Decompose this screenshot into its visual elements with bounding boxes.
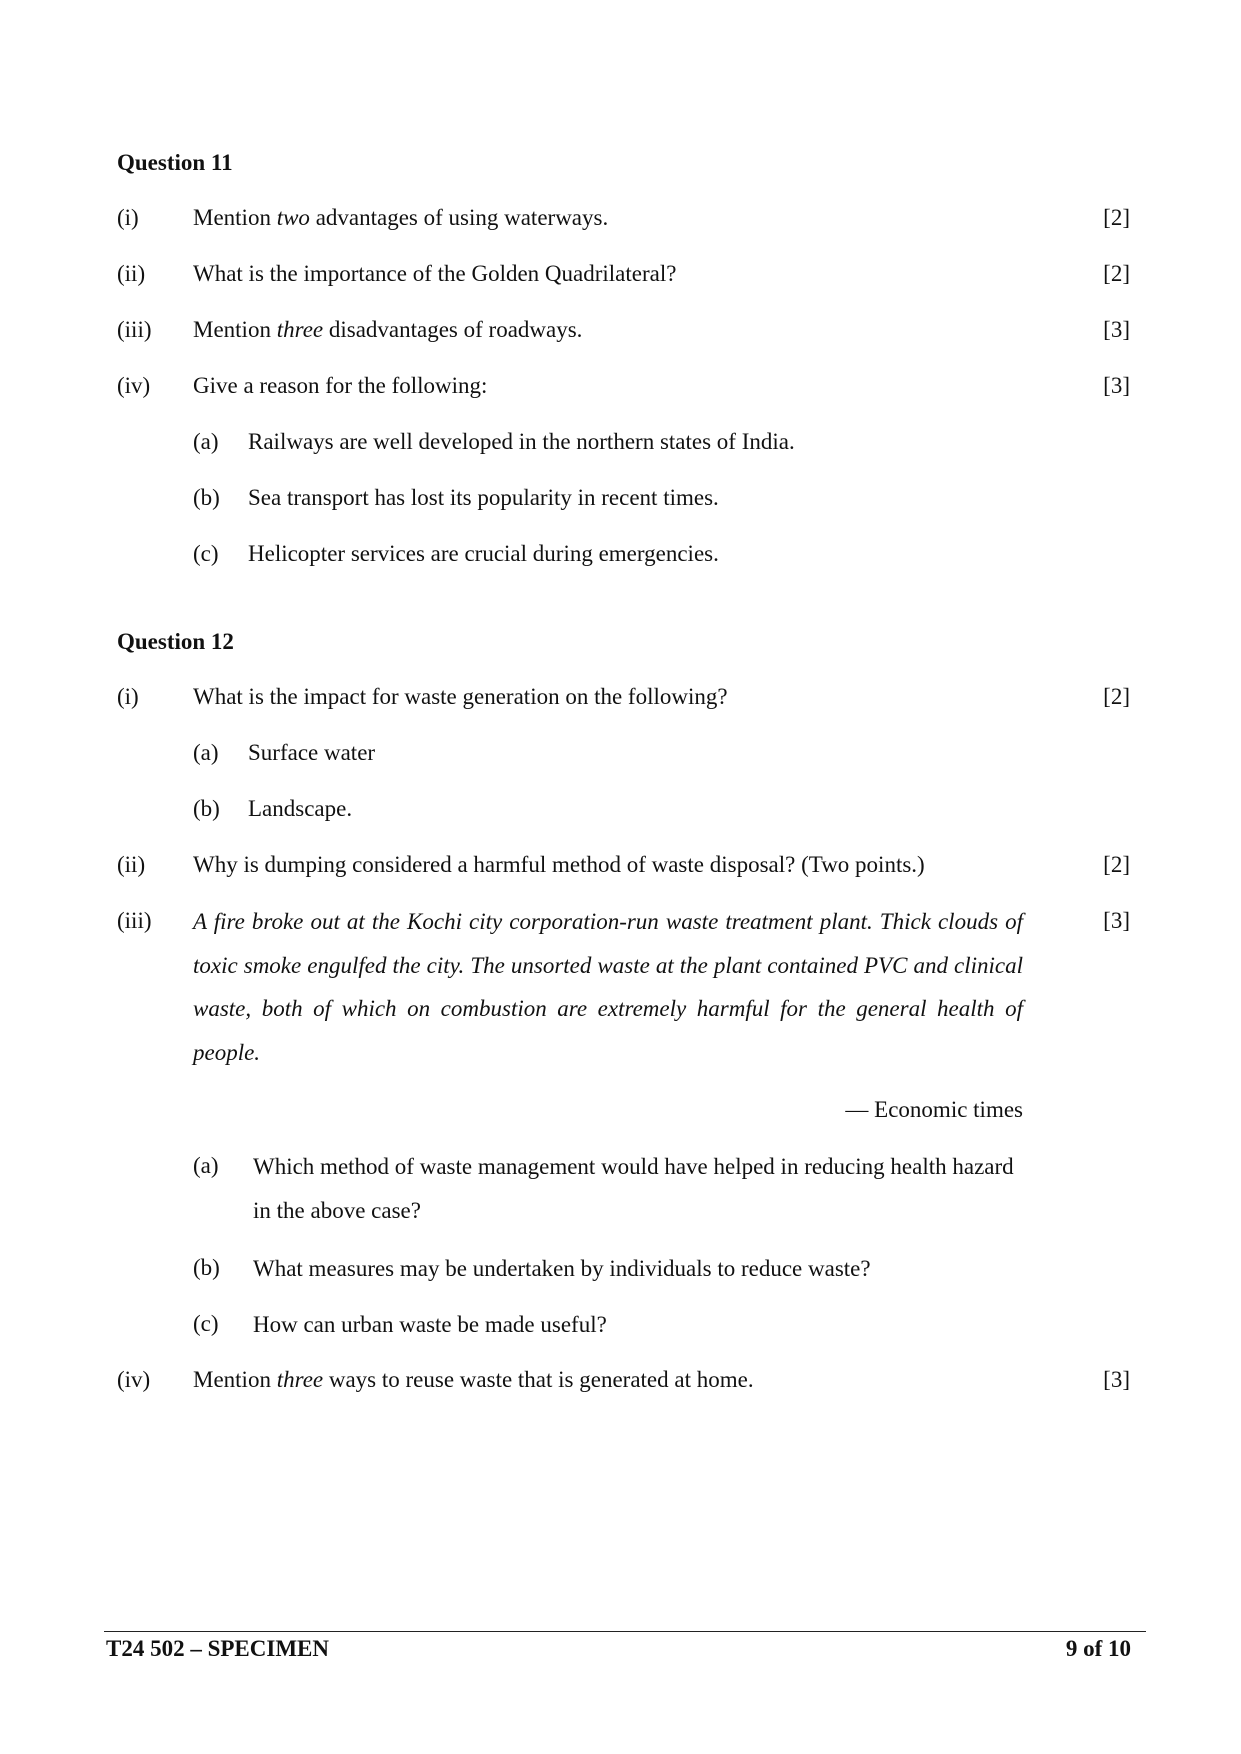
emphasis: three [276, 1367, 324, 1392]
item-text [193, 317, 582, 343]
marks: [3] [1103, 908, 1130, 933]
question-12-heading: Question 12 [117, 629, 234, 654]
item-number: (iii) [117, 317, 152, 342]
emphasis: two [276, 205, 310, 230]
text-part: advantages of using waterways. [309, 205, 609, 230]
item-number: (iv) [117, 373, 151, 398]
sub-text: Helicopter services are crucial during emergencies. [248, 541, 719, 566]
sub-text: Sea transport has lost its popularity in recent times. [248, 485, 719, 510]
q12-iii-sub-a [0, 1153, 1241, 1243]
paper-code: T24 502 – SPECIMEN [106, 1636, 329, 1661]
marks: [3] [1103, 373, 1130, 398]
text-part: Mention [193, 205, 277, 230]
sub-label: (a) [193, 740, 219, 765]
item-text [193, 205, 608, 231]
q11-sub-c [0, 541, 1241, 573]
sub-label: (a) [193, 1153, 219, 1178]
q11-sub-a [0, 429, 1241, 461]
q12-item-i [0, 684, 1241, 716]
item-number: (ii) [117, 261, 146, 286]
text-part: ways to reuse waste that is generated at home. [323, 1367, 754, 1392]
q12-iii-sub-b [0, 1255, 1241, 1287]
q12-sub-a [0, 740, 1241, 772]
q11-item-i [0, 205, 1241, 237]
q12-iii-sub-c [0, 1311, 1241, 1343]
emphasis: three [276, 317, 324, 342]
item-text: Give a reason for the following: [193, 373, 488, 398]
sub-label: (b) [193, 485, 220, 510]
item-number: (iii) [117, 908, 152, 933]
sub-text: Surface water [248, 740, 376, 765]
footer-rule [104, 1631, 1146, 1632]
sub-label: (a) [193, 429, 219, 454]
item-text: Why is dumping considered a harmful method of waste disposal? (Two points.) [193, 852, 925, 877]
q12-sub-b [0, 796, 1241, 828]
sub-label: (b) [193, 1255, 220, 1280]
sub-label: (b) [193, 796, 220, 821]
sub-text: Landscape. [248, 796, 353, 821]
q11-item-iii [0, 317, 1241, 349]
item-number: (i) [117, 205, 139, 230]
item-text: What is the impact for waste generation on the following? [193, 684, 728, 709]
marks: [2] [1103, 261, 1130, 286]
sub-text: Railways are well developed in the northern states of India. [248, 429, 795, 454]
q11-item-ii [0, 261, 1241, 293]
marks: [3] [1103, 1367, 1130, 1392]
q11-sub-b [0, 485, 1241, 517]
q12-item-iv [0, 1367, 1241, 1399]
sub-text: What measures may be undertaken by individuals to reduce waste? [253, 1256, 871, 1281]
marks: [2] [1103, 684, 1130, 709]
marks: [2] [1103, 852, 1130, 877]
item-number: (ii) [117, 852, 146, 877]
item-text: What is the importance of the Golden Quadrilateral? [193, 261, 677, 286]
q12-item-ii [0, 852, 1241, 884]
q11-item-iv [0, 373, 1241, 405]
text-part: Mention [193, 1367, 277, 1392]
item-text [193, 1367, 754, 1393]
item-number: (i) [117, 684, 139, 709]
marks: [2] [1103, 205, 1130, 230]
page-number: 9 of 10 [1065, 1636, 1131, 1661]
item-number: (iv) [117, 1367, 151, 1392]
question-11-heading: Question 11 [117, 150, 233, 175]
sub-text: Which method of waste management would have helped in reducing health hazard in the above case? [253, 1154, 1014, 1223]
sub-label: (c) [193, 541, 219, 566]
source-passage: A fire broke out at the Kochi city corporation-run waste treatment plant. Thick clouds of toxic smoke engulfed the city. The unsorted waste at the plant contained PVC and clinical waste, both of which on combustion are extremely harmful for the general health of people. [193, 909, 1023, 1065]
sub-text: How can urban waste be made useful? [253, 1312, 607, 1337]
passage-source: — Economic times [845, 1097, 1023, 1122]
text-part: Mention [193, 317, 277, 342]
marks: [3] [1103, 317, 1130, 342]
text-part: disadvantages of roadways. [323, 317, 583, 342]
sub-label: (c) [193, 1311, 219, 1336]
